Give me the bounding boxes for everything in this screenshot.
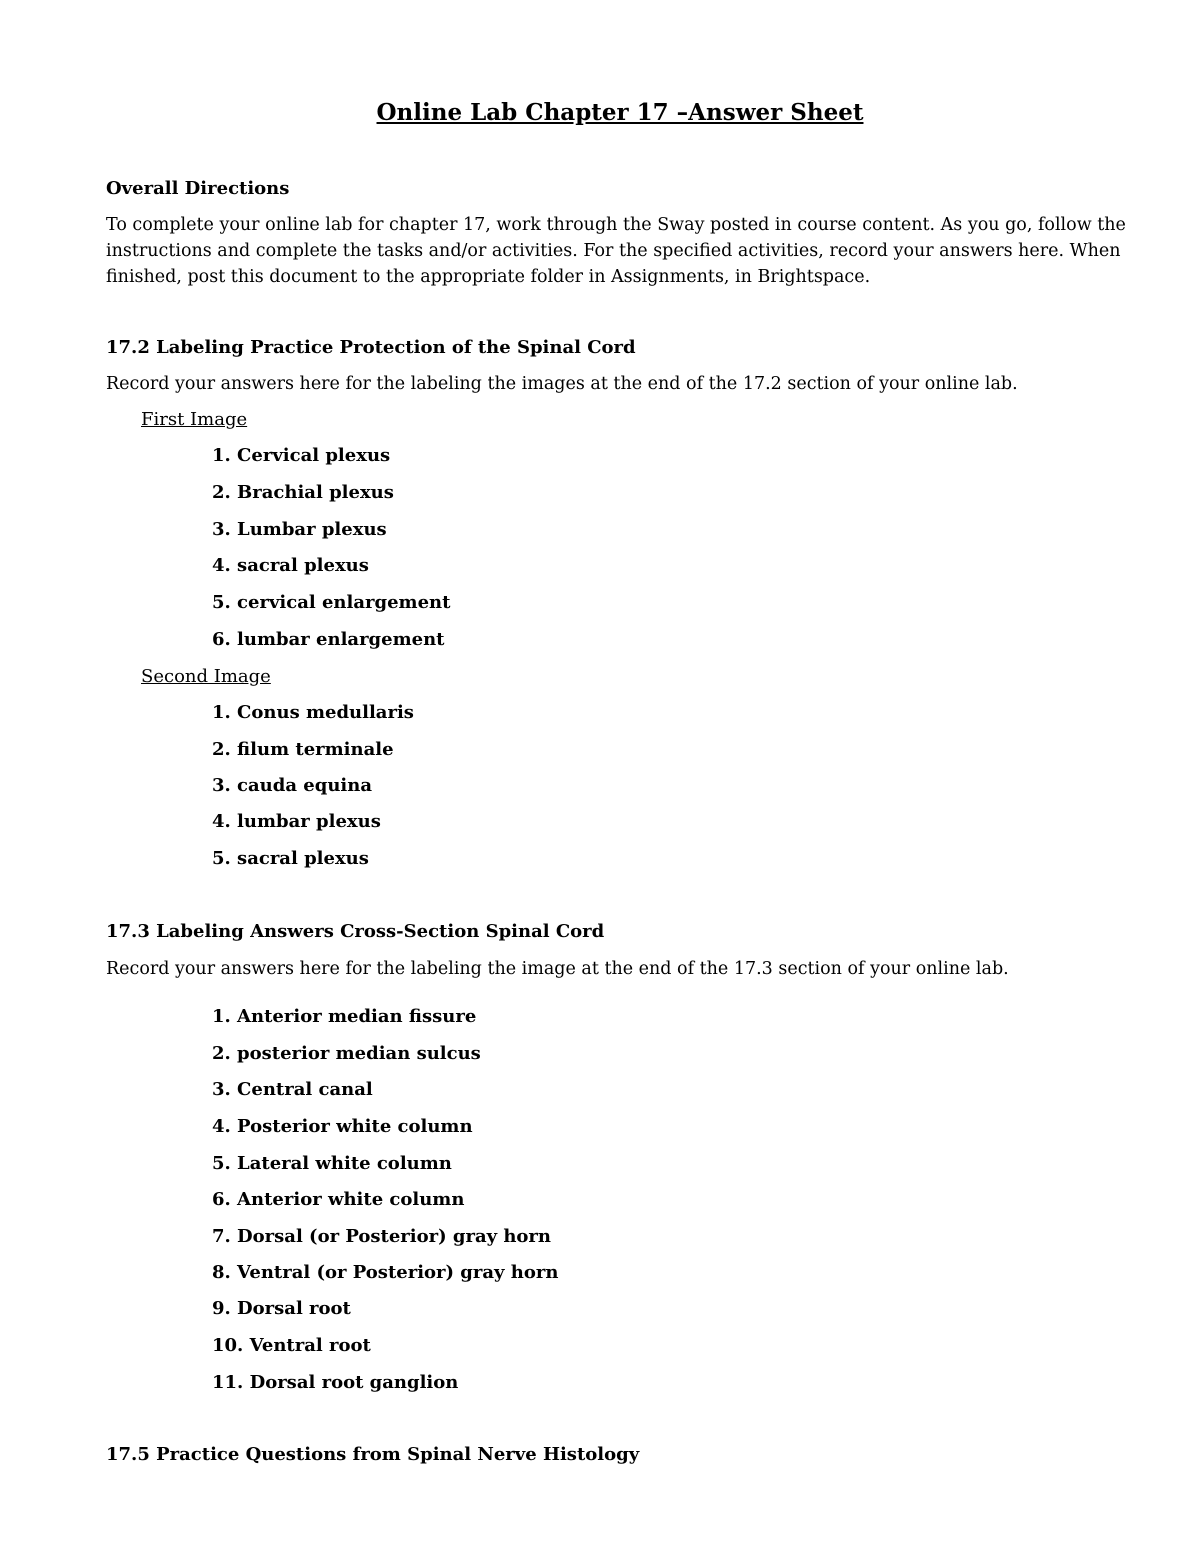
list-item: 3. cauda equina: [212, 775, 372, 796]
list-item: 1. Cervical plexus: [212, 445, 391, 466]
list-item: 5. cervical enlargement: [212, 592, 451, 613]
section-17-2-heading: 17.2 Labeling Practice Protection of the Spinal Cord: [106, 337, 636, 358]
overall-directions-line: finished, post this document to the appropriate folder in Assignments, in Brightspace.: [106, 267, 871, 287]
list-item: 5. Lateral white column: [212, 1153, 452, 1174]
list-item: 7. Dorsal (or Posterior) gray horn: [212, 1226, 552, 1247]
list-item: 6. lumbar enlargement: [212, 629, 445, 650]
list-item: 3. Lumbar plexus: [212, 519, 387, 540]
list-item: 4. sacral plexus: [212, 555, 369, 576]
list-item: 4. Posterior white column: [212, 1116, 473, 1137]
list-item: 3. Central canal: [212, 1079, 373, 1100]
list-item: 1. Anterior median fissure: [212, 1006, 477, 1027]
page-title: Online Lab Chapter 17 –Answer Sheet: [376, 99, 864, 126]
section-17-5-heading: 17.5 Practice Questions from Spinal Nerve Histology: [106, 1444, 640, 1465]
overall-directions-line: To complete your online lab for chapter 17, work through the Sway posted in course content. As you go, follow the: [106, 215, 1126, 235]
second-image-label: Second Image: [141, 666, 271, 687]
list-item: 9. Dorsal root: [212, 1298, 351, 1319]
overall-directions-line: instructions and complete the tasks and/or activities. For the specified activities, record your answers here. When: [106, 241, 1121, 261]
section-17-3-intro: Record your answers here for the labeling the image at the end of the 17.3 section of your online lab.: [106, 959, 1009, 979]
list-item: 2. posterior median sulcus: [212, 1043, 481, 1064]
section-17-2-intro: Record your answers here for the labeling the images at the end of the 17.2 section of your online lab.: [106, 374, 1018, 394]
list-item: 11. Dorsal root ganglion: [212, 1372, 459, 1393]
list-item: 5. sacral plexus: [212, 848, 369, 869]
list-item: 10. Ventral root: [212, 1335, 371, 1356]
section-17-3-heading: 17.3 Labeling Answers Cross-Section Spinal Cord: [106, 921, 605, 942]
first-image-label: First Image: [141, 409, 248, 430]
list-item: 6. Anterior white column: [212, 1189, 465, 1210]
list-item: 2. filum terminale: [212, 739, 394, 760]
list-item: 2. Brachial plexus: [212, 482, 394, 503]
list-item: 1. Conus medullaris: [212, 702, 414, 723]
overall-directions-heading: Overall Directions: [106, 178, 290, 199]
list-item: 4. lumbar plexus: [212, 811, 381, 832]
list-item: 8. Ventral (or Posterior) gray horn: [212, 1262, 559, 1283]
